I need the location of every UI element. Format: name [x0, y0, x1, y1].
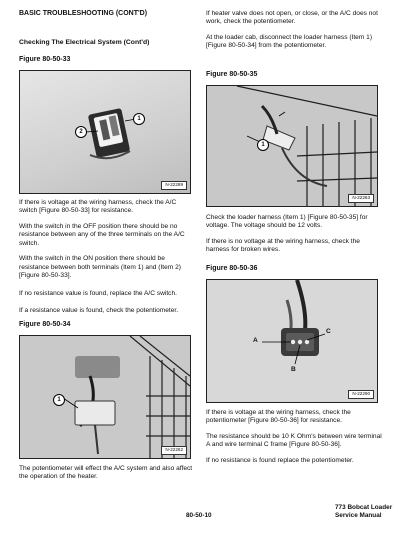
figure-code: N-22262	[161, 446, 187, 455]
right-paragraphs-2	[206, 214, 382, 255]
footer-model-manual	[335, 504, 392, 521]
figure-caption-34: Figure 80-50-34	[19, 321, 71, 328]
right-paragraphs-3	[206, 409, 382, 465]
paragraph: If a resistance value is found, check the potentiometer.	[19, 306, 179, 314]
paragraph: The potentiometer will effect the A/C system and also affect the operation of the heater.	[19, 465, 193, 481]
paragraph: The resistance should be 10 K Ohm's between wire terminal A and wire terminal C frame [Figure 80-50-36].	[206, 432, 382, 449]
figure-36-photo	[206, 279, 378, 403]
paragraph: If no resistance value is found, replace the A/C switch.	[19, 289, 177, 297]
cab-harness-illustration	[20, 336, 190, 458]
figure-caption-33: Figure 80-50-33	[19, 56, 71, 63]
figure-caption-36: Figure 80-50-36	[206, 265, 258, 272]
paragraph: At the loader cab, disconnect the loader harness (Item 1) [Figure 80-50-34] from the potentiometer.	[206, 33, 373, 50]
callout-1: 1	[133, 113, 145, 125]
potentiometer-connector-illustration	[207, 280, 377, 402]
terminal-label-b: B	[291, 366, 296, 373]
page-number: 80-50-10	[186, 512, 212, 519]
paragraph: Check the loader harness (Item 1) [Figure 80-50-35] for voltage. The voltage should be 12 volts.	[206, 214, 368, 230]
paragraph: With the switch in the ON position there should be resistance between both terminals (Item 1) and (Item 2) [Figure 80-50-33].	[19, 255, 181, 280]
callout-1: 1	[53, 394, 65, 406]
paragraph: With the switch in the OFF position there should be no resistance between any of the three terminals on the A/C switch.	[19, 222, 185, 247]
model-name: 773 Bobcat Loader	[335, 504, 393, 511]
figure-code: N-22290	[348, 390, 374, 399]
left-paragraph-last	[19, 465, 195, 482]
section-title: BASIC TROUBLESHOOTING (CONT'D)	[19, 10, 148, 17]
paragraph: If there is no voltage at the wiring harness, check the harness for broken wires.	[206, 237, 360, 254]
terminal-label-c: C	[326, 328, 331, 335]
figure-33-photo	[19, 70, 191, 194]
figure-35-photo	[206, 85, 378, 207]
figure-caption-35: Figure 80-50-35	[206, 71, 258, 78]
paragraph: If there is voltage at the wiring harness, check the potentiometer [Figure 80-50-36] for resistance.	[206, 409, 351, 425]
callout-2: 2	[75, 126, 87, 138]
paragraph: If heater valve does not open, or close, or the A/C does not work, check the potentiometer.	[206, 10, 378, 26]
manual-name: Service Manual	[335, 512, 382, 520]
right-paragraphs-1	[206, 10, 382, 51]
figure-34-photo	[19, 335, 191, 459]
terminal-label-a: A	[253, 337, 258, 344]
loader-harness-illustration	[207, 86, 377, 206]
figure-code: N-22289	[161, 181, 187, 190]
figure-code: N-22263	[348, 194, 374, 203]
ac-switch-illustration	[20, 71, 190, 193]
paragraph: If there is voltage at the wiring harness, check the A/C switch [Figure 80-50-33] for resistance.	[19, 199, 177, 215]
subsection-title: Checking The Electrical System (Cont'd)	[19, 39, 150, 46]
callout-1: 1	[257, 139, 269, 151]
left-paragraphs-1	[19, 199, 195, 315]
paragraph: If no resistance is found replace the potentiometer.	[206, 456, 354, 464]
